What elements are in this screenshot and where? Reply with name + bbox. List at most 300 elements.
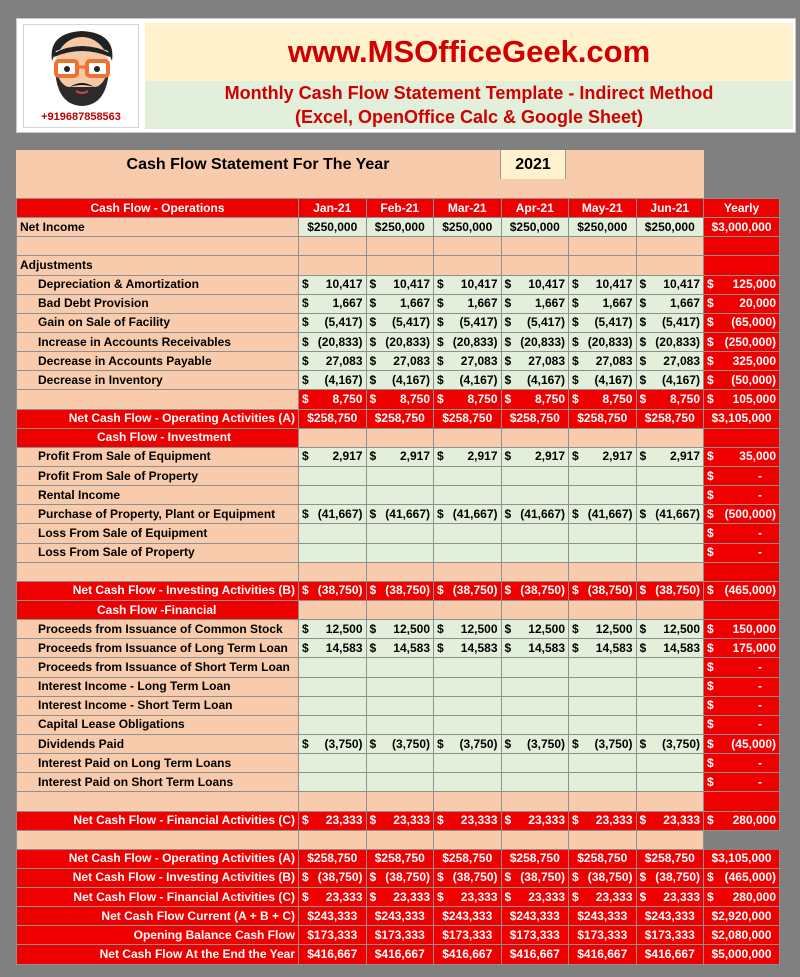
cell-feb-21[interactable] — [366, 658, 434, 677]
currency-symbol: $ — [572, 277, 579, 292]
year-cell[interactable]: 2021 — [500, 150, 566, 179]
amount: (500,000) — [724, 506, 776, 521]
empty-cell — [434, 562, 502, 581]
cell-may-21[interactable] — [569, 543, 637, 562]
cell-jan-21[interactable] — [299, 677, 367, 696]
cell-yearly[interactable] — [704, 371, 780, 390]
cell-jan-21[interactable] — [299, 543, 367, 562]
cell-jan-21[interactable] — [299, 313, 367, 332]
cell-mar-21[interactable] — [434, 313, 502, 332]
operations-header — [17, 199, 780, 218]
cell-apr-21[interactable] — [501, 524, 569, 543]
amount: (38,750) — [587, 870, 633, 885]
cell-yearly[interactable] — [704, 773, 780, 792]
cell-apr-21[interactable] — [501, 294, 569, 313]
cell-mar-21[interactable] — [434, 754, 502, 773]
cell-apr-21[interactable] — [501, 734, 569, 753]
row-label: Rental Income — [17, 486, 299, 505]
cell-mar-21[interactable] — [434, 543, 502, 562]
cell-jun-21[interactable] — [636, 486, 704, 505]
cell-apr-21[interactable] — [501, 505, 569, 524]
total-may-21 — [569, 868, 637, 887]
cell-feb-21[interactable] — [366, 275, 434, 294]
amount: (465,000) — [724, 583, 776, 598]
cell-apr-21[interactable] — [501, 447, 569, 466]
amount: 2,917 — [399, 449, 430, 464]
cell-jan-21[interactable] — [299, 620, 367, 639]
cell-feb-21[interactable] — [366, 754, 434, 773]
total-apr-21: $243,333 — [501, 907, 569, 926]
currency-symbol: $ — [639, 315, 647, 330]
amount: 105,000 — [732, 391, 776, 406]
cell-feb-21[interactable] — [366, 313, 434, 332]
amount: 23,333 — [528, 889, 565, 904]
empty-cell — [501, 792, 569, 811]
cell-may-21[interactable] — [569, 275, 637, 294]
currency-symbol: $ — [369, 889, 377, 904]
financial-row — [17, 696, 780, 715]
month-header: Apr-21 — [501, 199, 569, 218]
amount: 10,417 — [595, 277, 633, 292]
currency-symbol: $ — [707, 296, 714, 311]
cell-apr-21[interactable] — [501, 371, 569, 390]
cell-feb-21[interactable] — [366, 371, 434, 390]
total-may-21 — [569, 888, 637, 907]
currency-symbol: $ — [437, 640, 444, 655]
total-jan-21: $243,333 — [299, 907, 367, 926]
site-title[interactable]: www.MSOfficeGeek.com — [145, 23, 793, 81]
cell-may-21[interactable] — [569, 677, 637, 696]
row-label: Purchase of Property, Plant or Equipment — [17, 505, 299, 524]
cell-feb-21[interactable] — [366, 543, 434, 562]
currency-symbol: $ — [302, 813, 309, 828]
amount: (41,667) — [520, 506, 565, 521]
cell-apr-21[interactable] — [501, 466, 569, 485]
cell-jun-21[interactable] — [636, 313, 704, 332]
total-jan-21 — [299, 811, 367, 830]
cell-mar-21[interactable]: $250,000 — [434, 218, 502, 237]
cell-jun-21[interactable] — [636, 715, 704, 734]
cell-apr-21[interactable] — [501, 677, 569, 696]
cell-yearly[interactable]: $3,000,000 — [704, 218, 780, 237]
cell-apr-21[interactable] — [501, 332, 569, 351]
cell-yearly[interactable] — [704, 275, 780, 294]
cell-may-21[interactable] — [569, 486, 637, 505]
cell-jan-21[interactable] — [299, 696, 367, 715]
amount: - — [758, 659, 762, 674]
total-yearly: $2,080,000 — [704, 926, 780, 945]
cell-apr-21[interactable] — [501, 275, 569, 294]
empty-cell — [299, 562, 367, 581]
empty-cell — [501, 256, 569, 275]
currency-symbol: $ — [369, 506, 377, 521]
cell-jun-21[interactable] — [636, 505, 704, 524]
phone-number: +919687858563 — [41, 111, 121, 123]
amount: (20,833) — [587, 334, 633, 349]
financial-row — [17, 734, 780, 753]
cell-jun-21[interactable] — [636, 352, 704, 371]
investment-row — [17, 447, 780, 466]
cell-yearly[interactable] — [704, 505, 780, 524]
amount: (3,750) — [594, 736, 633, 751]
total-yearly — [704, 811, 780, 830]
cell-may-21[interactable]: $250,000 — [569, 218, 637, 237]
cell-mar-21[interactable] — [434, 332, 502, 351]
cell-jun-21[interactable] — [636, 734, 704, 753]
cell-jun-21[interactable] — [636, 524, 704, 543]
summary-row — [17, 926, 780, 945]
cell-mar-21[interactable] — [434, 352, 502, 371]
cell-jan-21[interactable] — [299, 658, 367, 677]
cell-may-21[interactable] — [569, 466, 637, 485]
amount: 23,333 — [663, 813, 700, 828]
cell-mar-21[interactable] — [434, 715, 502, 734]
cell-apr-21[interactable] — [501, 486, 569, 505]
amount: - — [758, 487, 762, 502]
cell-jan-21[interactable] — [299, 352, 367, 371]
empty-cell — [704, 428, 780, 447]
total-mar-21 — [434, 581, 502, 600]
cell-jun-21[interactable] — [636, 294, 704, 313]
cell-jun-21[interactable] — [636, 543, 704, 562]
subtotal-cell — [501, 390, 569, 409]
adjustment-row — [17, 275, 780, 294]
amount: - — [758, 468, 762, 483]
amount: (50,000) — [731, 372, 776, 387]
total-feb-21: $243,333 — [366, 907, 434, 926]
cell-yearly[interactable] — [704, 352, 780, 371]
cell-feb-21[interactable] — [366, 715, 434, 734]
cell-mar-21[interactable] — [434, 505, 502, 524]
cell-jan-21[interactable] — [299, 639, 367, 658]
total-mar-21 — [434, 868, 502, 887]
cell-jan-21[interactable] — [299, 505, 367, 524]
cell-apr-21[interactable] — [501, 352, 569, 371]
cell-apr-21[interactable] — [501, 639, 569, 658]
cell-may-21[interactable] — [569, 447, 637, 466]
cell-may-21[interactable] — [569, 352, 637, 371]
cell-yearly[interactable] — [704, 294, 780, 313]
cell-jan-21[interactable] — [299, 275, 367, 294]
currency-symbol: $ — [302, 870, 309, 885]
cell-feb-21[interactable] — [366, 294, 434, 313]
cell-jan-21[interactable] — [299, 371, 367, 390]
cell-may-21[interactable] — [569, 734, 637, 753]
currency-symbol: $ — [369, 583, 377, 598]
empty-cell — [636, 256, 704, 275]
cell-mar-21[interactable] — [434, 275, 502, 294]
empty-cell — [636, 562, 704, 581]
cell-feb-21[interactable] — [366, 677, 434, 696]
cell-apr-21[interactable] — [501, 696, 569, 715]
cell-may-21[interactable] — [569, 696, 637, 715]
amount: 2,917 — [669, 449, 700, 464]
investment-header-label: Cash Flow - Investment — [17, 428, 299, 447]
currency-symbol: $ — [369, 621, 377, 636]
cell-feb-21[interactable] — [366, 639, 434, 658]
cell-apr-21[interactable]: $250,000 — [501, 218, 569, 237]
total-label: Net Cash Flow - Investing Activities (B) — [17, 868, 299, 887]
cell-jun-21[interactable] — [636, 466, 704, 485]
empty-cell — [569, 237, 637, 256]
total-apr-21 — [501, 868, 569, 887]
amount: 23,333 — [325, 813, 363, 828]
currency-symbol: $ — [707, 525, 714, 540]
cell-may-21[interactable] — [569, 505, 637, 524]
cell-jun-21[interactable]: $250,000 — [636, 218, 704, 237]
cell-jan-21[interactable] — [299, 773, 367, 792]
amount: 175,000 — [732, 640, 776, 655]
total-apr-21 — [501, 888, 569, 907]
cell-yearly[interactable] — [704, 313, 780, 332]
cell-yearly[interactable] — [704, 754, 780, 773]
cell-jun-21[interactable] — [636, 677, 704, 696]
cell-feb-21[interactable] — [366, 352, 434, 371]
amount: (38,750) — [520, 583, 565, 598]
cell-may-21[interactable] — [569, 332, 637, 351]
amount: (20,833) — [655, 334, 700, 349]
cell-yearly[interactable] — [704, 524, 780, 543]
cell-jan-21[interactable] — [299, 486, 367, 505]
cell-feb-21[interactable] — [366, 447, 434, 466]
total-label: Net Cash Flow - Financial Activities (C) — [17, 888, 299, 907]
adjustment-row — [17, 352, 780, 371]
cell-mar-21[interactable] — [434, 677, 502, 696]
currency-symbol: $ — [504, 736, 512, 751]
cell-jan-21[interactable] — [299, 524, 367, 543]
cell-jun-21[interactable] — [636, 658, 704, 677]
cell-mar-21[interactable] — [434, 447, 502, 466]
total-may-21: $258,750 — [569, 849, 637, 868]
cell-jan-21[interactable] — [299, 466, 367, 485]
cell-jan-21[interactable] — [299, 447, 367, 466]
total-feb-21: $258,750 — [366, 409, 434, 428]
cell-mar-21[interactable] — [434, 466, 502, 485]
amount: 14,583 — [663, 640, 700, 655]
total-jun-21: $258,750 — [636, 409, 704, 428]
cell-mar-21[interactable] — [434, 486, 502, 505]
currency-symbol: $ — [369, 315, 377, 330]
investment-row — [17, 505, 780, 524]
cell-mar-21[interactable] — [434, 773, 502, 792]
cell-may-21[interactable] — [569, 620, 637, 639]
total-yearly — [704, 868, 780, 887]
cell-mar-21[interactable] — [434, 639, 502, 658]
amount: (20,833) — [385, 334, 430, 349]
currency-symbol: $ — [707, 277, 714, 292]
currency-symbol: $ — [707, 315, 714, 330]
cell-jan-21[interactable] — [299, 715, 367, 734]
empty-cell — [636, 830, 704, 849]
cell-feb-21[interactable] — [366, 773, 434, 792]
cell-mar-21[interactable] — [434, 294, 502, 313]
cell-apr-21[interactable] — [501, 543, 569, 562]
cell-jun-21[interactable] — [636, 696, 704, 715]
amount: 14,583 — [325, 640, 363, 655]
amount: 10,417 — [393, 277, 430, 292]
amount: 23,333 — [393, 889, 430, 904]
amount: 280,000 — [732, 889, 776, 904]
cell-feb-21[interactable] — [366, 505, 434, 524]
cell-apr-21[interactable] — [501, 658, 569, 677]
currency-symbol: $ — [302, 372, 309, 387]
cell-apr-21[interactable] — [501, 715, 569, 734]
currency-symbol: $ — [369, 277, 377, 292]
cell-jan-21[interactable] — [299, 332, 367, 351]
cell-yearly[interactable] — [704, 677, 780, 696]
empty-cell — [434, 600, 502, 619]
net-income-row — [17, 218, 780, 237]
cell-jan-21[interactable]: $250,000 — [299, 218, 367, 237]
cell-mar-21[interactable] — [434, 696, 502, 715]
amount: (4,167) — [459, 372, 498, 387]
cell-jun-21[interactable] — [636, 332, 704, 351]
amount: 1,667 — [332, 296, 363, 311]
cell-jun-21[interactable] — [636, 447, 704, 466]
cell-yearly[interactable] — [704, 734, 780, 753]
total-may-21: $243,333 — [569, 907, 637, 926]
currency-symbol: $ — [437, 334, 444, 349]
cell-feb-21[interactable] — [366, 466, 434, 485]
summary-row — [17, 945, 780, 964]
currency-symbol: $ — [572, 736, 579, 751]
cell-jan-21[interactable] — [299, 734, 367, 753]
empty-cell — [434, 428, 502, 447]
cell-may-21[interactable] — [569, 658, 637, 677]
adjustment-row — [17, 313, 780, 332]
blank-row — [17, 562, 780, 581]
total-yearly: $2,920,000 — [704, 907, 780, 926]
cell-feb-21[interactable] — [366, 332, 434, 351]
cell-jan-21[interactable] — [299, 294, 367, 313]
cell-may-21[interactable] — [569, 294, 637, 313]
cell-yearly[interactable] — [704, 715, 780, 734]
amount: (4,167) — [526, 372, 565, 387]
currency-symbol: $ — [707, 640, 714, 655]
cell-may-21[interactable] — [569, 371, 637, 390]
currency-symbol: $ — [639, 640, 647, 655]
empty-cell — [366, 237, 434, 256]
cell-may-21[interactable] — [569, 639, 637, 658]
cell-apr-21[interactable] — [501, 620, 569, 639]
cell-yearly[interactable] — [704, 658, 780, 677]
currency-symbol: $ — [639, 449, 647, 464]
amount: (4,167) — [661, 372, 700, 387]
total-apr-21 — [501, 581, 569, 600]
total-mar-21: $258,750 — [434, 409, 502, 428]
currency-symbol: $ — [707, 487, 714, 502]
cell-apr-21[interactable] — [501, 754, 569, 773]
cell-apr-21[interactable] — [501, 313, 569, 332]
cell-mar-21[interactable] — [434, 658, 502, 677]
subtotal-cell — [366, 390, 434, 409]
cell-feb-21[interactable] — [366, 486, 434, 505]
currency-symbol: $ — [504, 391, 512, 406]
cell-mar-21[interactable] — [434, 620, 502, 639]
currency-symbol: $ — [572, 889, 579, 904]
cell-apr-21[interactable] — [501, 773, 569, 792]
cell-may-21[interactable] — [569, 715, 637, 734]
cell-mar-21[interactable] — [434, 524, 502, 543]
row-label: Proceeds from Issuance of Long Term Loan — [17, 639, 299, 658]
cell-yearly[interactable] — [704, 620, 780, 639]
cell-yearly[interactable] — [704, 543, 780, 562]
cell-feb-21[interactable]: $250,000 — [366, 218, 434, 237]
currency-symbol: $ — [707, 659, 714, 674]
cell-yearly[interactable] — [704, 696, 780, 715]
currency-symbol: $ — [707, 813, 714, 828]
cell-yearly[interactable] — [704, 466, 780, 485]
currency-symbol: $ — [302, 621, 309, 636]
total-jun-21: $416,667 — [636, 945, 704, 964]
cell-may-21[interactable] — [569, 313, 637, 332]
currency-symbol: $ — [707, 755, 714, 770]
row-label: Profit From Sale of Equipment — [17, 447, 299, 466]
cell-may-21[interactable] — [569, 524, 637, 543]
row-label: Increase in Accounts Receivables — [17, 332, 299, 351]
cell-jun-21[interactable] — [636, 371, 704, 390]
financial-header-label: Cash Flow -Financial — [17, 600, 299, 619]
currency-symbol: $ — [369, 449, 377, 464]
empty-cell — [434, 256, 502, 275]
cell-jun-21[interactable] — [636, 754, 704, 773]
cell-feb-21[interactable] — [366, 620, 434, 639]
cell-yearly[interactable] — [704, 486, 780, 505]
title-banner — [145, 23, 793, 129]
currency-symbol: $ — [707, 679, 714, 694]
currency-symbol: $ — [369, 334, 377, 349]
cell-jan-21[interactable] — [299, 754, 367, 773]
cell-feb-21[interactable] — [366, 524, 434, 543]
amount: 14,583 — [528, 640, 565, 655]
summary-row — [17, 907, 780, 926]
amount: 2,917 — [602, 449, 633, 464]
cell-may-21[interactable] — [569, 754, 637, 773]
cell-feb-21[interactable] — [366, 734, 434, 753]
currency-symbol: $ — [302, 506, 309, 521]
amount: 23,333 — [663, 889, 700, 904]
empty-cell — [299, 428, 367, 447]
cell-jun-21[interactable] — [636, 773, 704, 792]
total-jun-21: $243,333 — [636, 907, 704, 926]
cell-mar-21[interactable] — [434, 371, 502, 390]
cell-mar-21[interactable] — [434, 734, 502, 753]
cash-flow-table — [16, 198, 780, 965]
cell-may-21[interactable] — [569, 773, 637, 792]
currency-symbol: $ — [302, 449, 309, 464]
row-label: Net Income — [17, 218, 299, 237]
cell-yearly[interactable] — [704, 447, 780, 466]
empty-cell — [636, 600, 704, 619]
amount: 280,000 — [732, 813, 776, 828]
amount: (38,750) — [385, 870, 430, 885]
subtotal-yearly — [704, 390, 780, 409]
currency-symbol: $ — [504, 870, 512, 885]
cell-feb-21[interactable] — [366, 696, 434, 715]
row-label: Proceeds from Issuance of Short Term Loan — [17, 658, 299, 677]
amount: 8,750 — [332, 391, 363, 406]
currency-symbol: $ — [437, 449, 444, 464]
cell-jun-21[interactable] — [636, 620, 704, 639]
cell-jun-21[interactable] — [636, 639, 704, 658]
cell-yearly[interactable] — [704, 639, 780, 658]
amount: 1,667 — [534, 296, 565, 311]
summary-row — [17, 849, 780, 868]
amount: 2,917 — [467, 449, 498, 464]
amount: (38,750) — [587, 583, 633, 598]
cell-jun-21[interactable] — [636, 275, 704, 294]
cell-yearly[interactable] — [704, 332, 780, 351]
